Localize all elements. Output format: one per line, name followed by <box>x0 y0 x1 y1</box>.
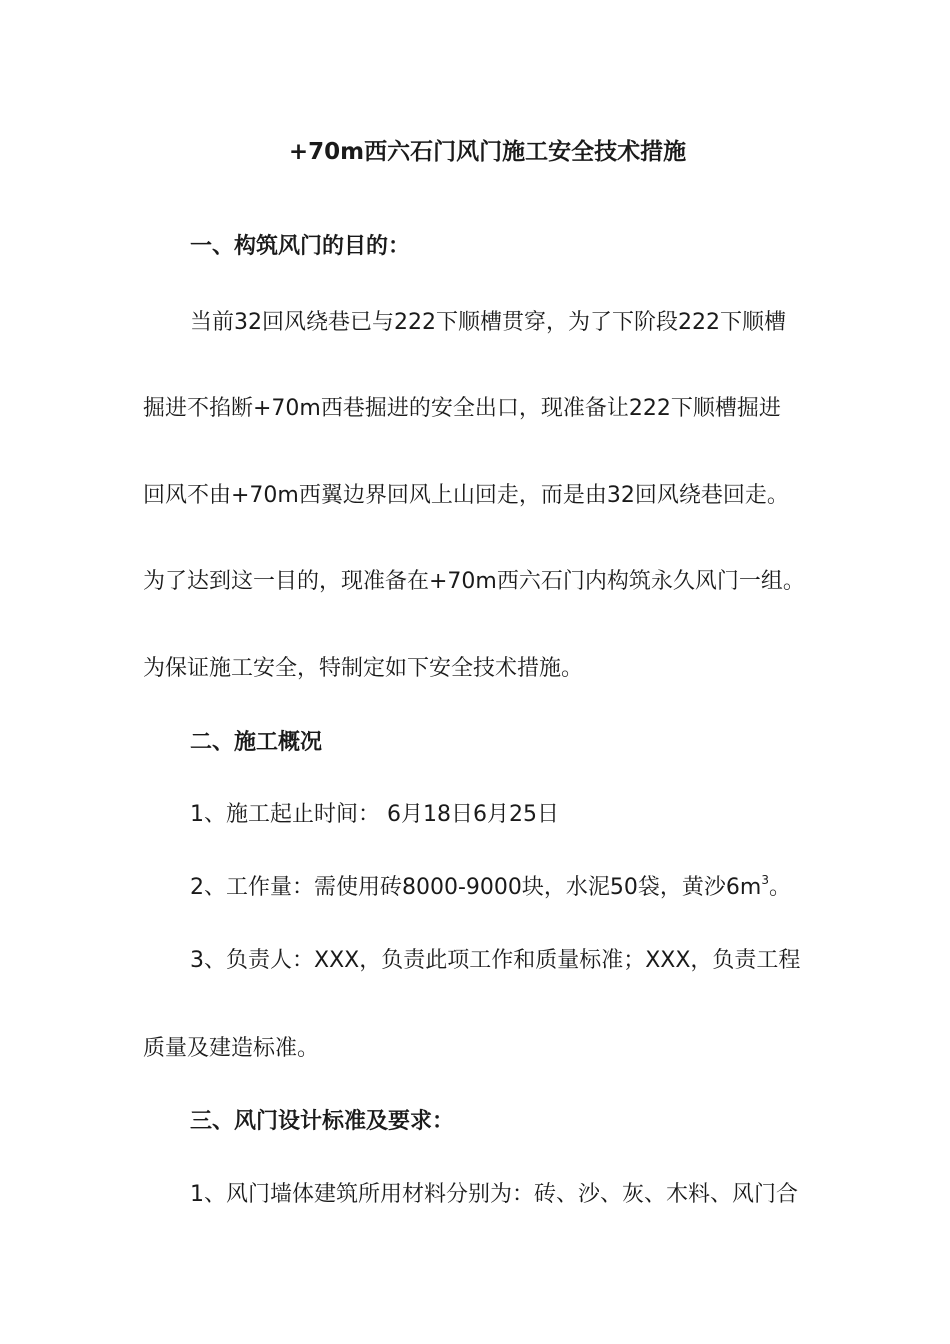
standards-item-materials: 1、风门墙体建筑所用材料分别为：砖、沙、灰、木料、风门合 <box>190 1182 798 1207</box>
paragraph-line: 质量及建造标准。 <box>143 1036 320 1061</box>
paragraph-line: 为保证施工安全，特制定如下安全技术措施。 <box>143 656 584 681</box>
section-heading-purpose: 一、构筑风门的目的： <box>190 234 411 259</box>
paragraph-line: 掘进不掐断+70m西巷掘进的安全出口，现准备让222下顺槽掘进 <box>143 396 781 421</box>
overview-item-workload <box>190 873 791 903</box>
paragraph-line: 当前32回风绕巷已与222下顺槽贯穿，为了下阶段222下顺槽 <box>190 310 786 335</box>
overview-item-time: 1、施工起止时间： 6月18日6月25日 <box>190 802 559 827</box>
cubic-superscript: 3 <box>761 872 769 887</box>
section-heading-standards: 三、风门设计标准及要求： <box>190 1109 455 1134</box>
workload-tail: 。 <box>768 875 791 900</box>
paragraph-line: 为了达到这一目的，现准备在+70m西六石门内构筑永久风门一组。 <box>143 569 805 594</box>
paragraph-line: 回风不由+70m西翼边界回风上山回走，而是由32回风绕巷回走。 <box>143 483 789 508</box>
document-title: +70m西六石门风门施工安全技术措施 <box>288 139 687 165</box>
overview-item-responsible: 3、负责人：XXX，负责此项工作和质量标准；XXX，负责工程 <box>190 948 801 973</box>
workload-text: 2、工作量：需使用砖8000-9000块，水泥50袋，黄沙6m <box>190 875 762 900</box>
section-heading-overview: 二、施工概况 <box>190 730 323 755</box>
